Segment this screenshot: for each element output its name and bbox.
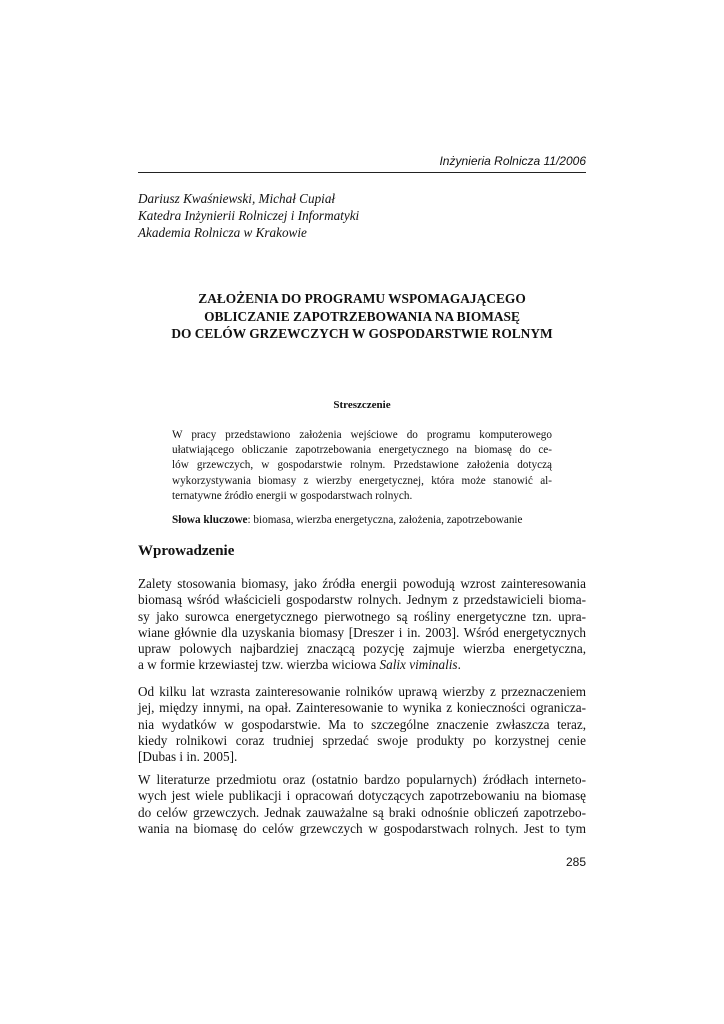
title-line: OBLICZANIE ZAPOTRZEBOWANIA NA BIOMASĘ [204, 308, 520, 324]
keywords [172, 513, 562, 528]
abstract-line: ułatwiającego obliczanie zapotrzebowania energetycznego na biomasę do ce- [172, 444, 552, 457]
paragraph-line: jej, między innymi, na opał. Zainteresowanie to wynika z konieczności ogranicza- [138, 700, 586, 716]
paragraph-line: [Dubas i in. 2005]. [138, 749, 238, 765]
paragraph-line [138, 657, 586, 673]
section-heading: Wprowadzenie [138, 543, 235, 559]
paragraph-line: nia wydatków w gospodarstwie. Ma to szczególne znaczenie zwłaszcza teraz, [138, 716, 586, 732]
paragraph-text: . [457, 657, 461, 673]
abstract-line: lów grzewczych, w gospodarstwie rolnym. Przedstawione założenia dotyczą [172, 459, 552, 472]
paragraph-line: do celów grzewczych. Jednak zauważalne są braki odnośnie obliczeń zapotrzebo- [138, 804, 586, 820]
abstract-body [172, 428, 552, 504]
paragraph-line: kiedy rolnikowi coraz trudniej sprzedać swoje produkty po korzystnej cenie [138, 732, 586, 748]
author-names: Dariusz Kwaśniewski, Michał Cupiał [138, 191, 336, 206]
title-line: ZAŁOŻENIA DO PROGRAMU WSPOMAGAJĄCEGO [198, 291, 526, 306]
keywords-label: Słowa kluczowe [172, 514, 248, 526]
paragraph-line: wych jest wiele publikacji i opracowań dotyczących zapotrzebowaniu na biomasę [138, 788, 586, 804]
paragraph-line: upraw polowych najbardziej znaczącą pozycję zajmuje wierzba energetyczna, [138, 641, 586, 657]
paragraph-line: sy jako surowca energetycznego pierwotnego są rośliny energetyczne tzn. upra- [138, 608, 586, 624]
paragraph-line: Zalety stosowania biomasy, jako źródła energii powodują wzrost zainteresowania [138, 576, 586, 591]
body-paragraph-3 [138, 772, 586, 837]
abstract-line: wykorzystywania biomasy z wierzby energetycznej, która może stanowić al- [172, 474, 552, 487]
journal-name: Inżynieria Rolnicza 11/2006 [439, 154, 586, 168]
author-affiliation [138, 190, 586, 241]
running-header [138, 154, 586, 173]
paragraph-line: wania na biomasę do celów grzewczych w gospodarstwach rolnych. Jest to tym [138, 820, 586, 836]
abstract-line: ternatywne źródło energii w gospodarstwach rolnych. [172, 489, 413, 502]
keywords-text: : biomasa, wierzba energetyczna, założenia, zapotrzebowanie [247, 514, 523, 526]
paragraph-line: W literaturze przedmiotu oraz (ostatnio bardzo popularnych) źródłach interneto- [138, 772, 586, 787]
body-paragraph-2 [138, 684, 586, 765]
paper-title [138, 290, 586, 343]
paragraph-text: a w formie krzewiastej tzw. wierzba wiciowa [138, 657, 380, 673]
abstract-heading: Streszczenie [333, 399, 391, 411]
body-paragraph-1 [138, 576, 586, 674]
paragraph-line: biomasą wśród właścicieli gospodarstw rolnych. Jednym z przedstawicieli bioma- [138, 592, 586, 608]
paragraph-line: Od kilku lat wzrasta zainteresowanie rolników uprawą wierzby z przeznaczeniem [138, 684, 586, 699]
species-name: Salix viminalis [379, 657, 458, 673]
title-line: DO CELÓW GRZEWCZYCH W GOSPODARSTWIE ROLNYM [171, 326, 553, 341]
page-number: 285 [565, 855, 586, 869]
author-department: Katedra Inżynierii Rolniczej i Informatyki [138, 208, 360, 223]
author-university: Akademia Rolnicza w Krakowie [138, 225, 307, 240]
abstract-line: W pracy przedstawiono założenia wejściowe do programu komputerowego [172, 429, 552, 441]
paragraph-line: wiane głównie dla uzyskania biomasy [Dreszer i in. 2003]. Wśród energetycznych [138, 624, 586, 640]
